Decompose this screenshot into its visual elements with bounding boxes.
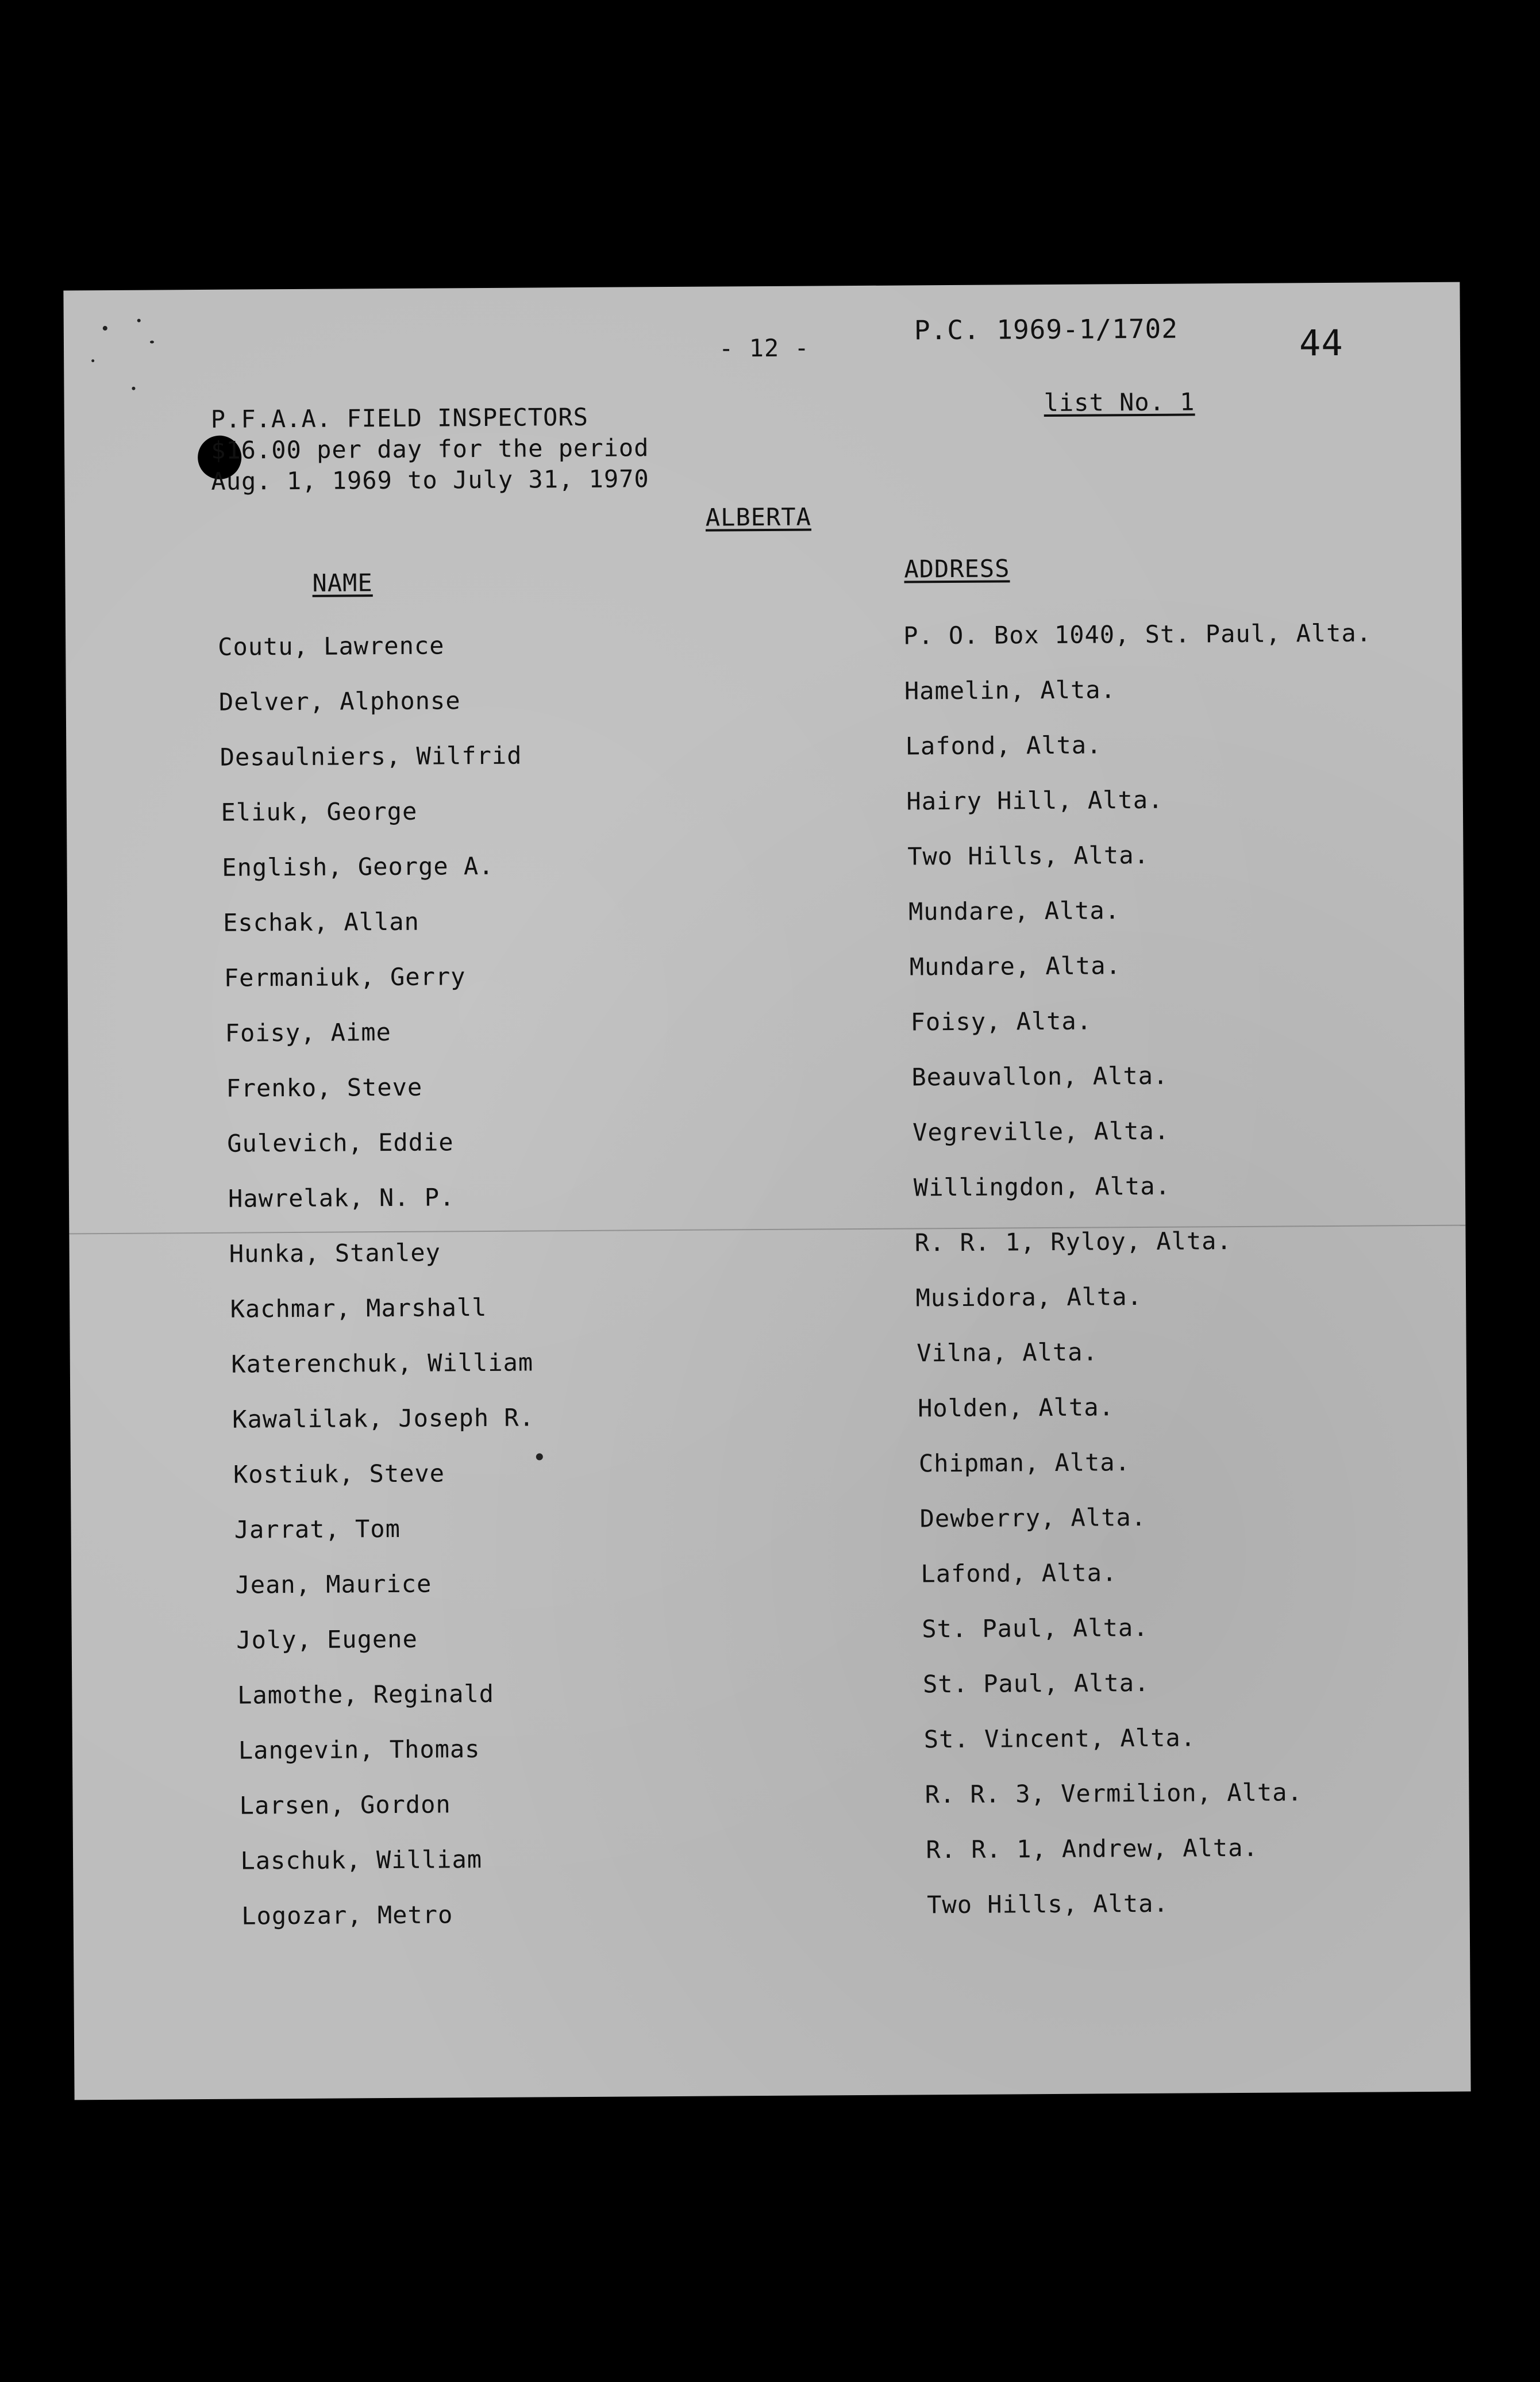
inspector-name: Kostiuk, Steve <box>233 1459 445 1489</box>
speck <box>150 340 154 343</box>
inspector-name: Gulevich, Eddie <box>227 1128 454 1158</box>
inspector-address: St. Paul, Alta. <box>922 1613 1149 1643</box>
inspector-name: Jarrat, Tom <box>234 1514 401 1544</box>
inspector-address: Beauvallon, Alta. <box>911 1061 1169 1092</box>
header-line-3: Aug. 1, 1969 to July 31, 1970 <box>211 464 649 495</box>
inspector-name: Langevin, Thomas <box>238 1735 480 1765</box>
inspector-name: Lamothe, Reginald <box>237 1679 495 1709</box>
header-line-2: $16.00 per day for the period <box>210 433 649 464</box>
inspector-name: Hawrelak, N. P. <box>228 1183 455 1213</box>
speck <box>103 326 107 331</box>
inspector-name: English, George A. <box>222 851 494 882</box>
inspector-name: Delver, Alphonse <box>218 686 461 716</box>
page-number: - 12 - <box>718 333 810 363</box>
inspector-address: Two Hills, Alta. <box>927 1889 1169 1919</box>
inspector-name: Laschuk, William <box>240 1845 483 1875</box>
inspector-name: Foisy, Aime <box>225 1017 391 1047</box>
inspector-address: Willingdon, Alta. <box>913 1171 1171 1202</box>
list-label: list No. 1 <box>1044 387 1195 417</box>
speck <box>91 359 94 362</box>
inspector-address: Lafond, Alta. <box>921 1558 1118 1588</box>
inspector-address: Mundare, Alta. <box>908 896 1121 926</box>
folio-number: 44 <box>1299 321 1343 364</box>
inspector-address: Dewberry, Alta. <box>919 1503 1147 1533</box>
inspector-address: Musidora, Alta. <box>915 1282 1142 1312</box>
inspector-name: Kawalilak, Joseph R. <box>232 1403 535 1434</box>
inspector-address: Mundare, Alta. <box>909 951 1121 981</box>
province-heading: ALBERTA <box>705 502 812 532</box>
fold-line <box>69 1225 1465 1235</box>
inspector-address: Foisy, Alta. <box>910 1006 1092 1036</box>
inspector-address: Chipman, Alta. <box>918 1448 1131 1478</box>
inspector-address: Two Hills, Alta. <box>907 840 1149 871</box>
inspector-address: Holden, Alta. <box>917 1393 1114 1423</box>
inspector-name: Joly, Eugene <box>236 1624 418 1654</box>
speck <box>536 1453 543 1460</box>
name-column-header: NAME <box>312 568 373 597</box>
inspector-address: Lafond, Alta. <box>905 731 1102 760</box>
speck <box>137 319 141 322</box>
address-column-header: ADDRESS <box>904 554 1010 583</box>
inspector-address: Vegreville, Alta. <box>913 1116 1170 1147</box>
inspector-name: Logozar, Metro <box>241 1900 453 1930</box>
inspector-address: R. R. 1, Ryloy, Alta. <box>914 1227 1232 1257</box>
inspector-name: Eschak, Allan <box>222 907 420 937</box>
document-page <box>63 282 1470 2100</box>
inspector-address: Hamelin, Alta. <box>904 675 1116 705</box>
inspector-address: P. O. Box 1040, St. Paul, Alta. <box>903 618 1372 650</box>
inspector-name: Fermaniuk, Gerry <box>224 962 466 992</box>
inspector-name: Larsen, Gordon <box>239 1790 451 1820</box>
order-reference: P.C. 1969-1/1702 <box>914 313 1179 346</box>
inspector-address: St. Vincent, Alta. <box>923 1723 1196 1754</box>
inspector-address: Vilna, Alta. <box>917 1338 1098 1367</box>
inspector-address: Hairy Hill, Alta. <box>906 785 1164 816</box>
header-line-1: P.F.A.A. FIELD INSPECTORS <box>210 402 589 433</box>
inspector-name: Jean, Maurice <box>235 1569 432 1599</box>
inspector-name: Eliuk, George <box>221 797 418 827</box>
inspector-name: Kachmar, Marshall <box>230 1293 487 1323</box>
inspector-address: St. Paul, Alta. <box>922 1668 1150 1699</box>
inspector-name: Frenko, Steve <box>226 1073 423 1102</box>
inspector-name: Hunka, Stanley <box>229 1238 441 1268</box>
inspector-name: Katerenchuk, William <box>231 1348 534 1378</box>
inspector-address: R. R. 3, Vermilion, Alta. <box>925 1778 1303 1809</box>
inspector-name: Coutu, Lawrence <box>218 631 445 661</box>
inspector-name: Desaulniers, Wilfrid <box>220 741 522 771</box>
inspector-address: R. R. 1, Andrew, Alta. <box>926 1833 1258 1864</box>
speck <box>132 387 135 390</box>
